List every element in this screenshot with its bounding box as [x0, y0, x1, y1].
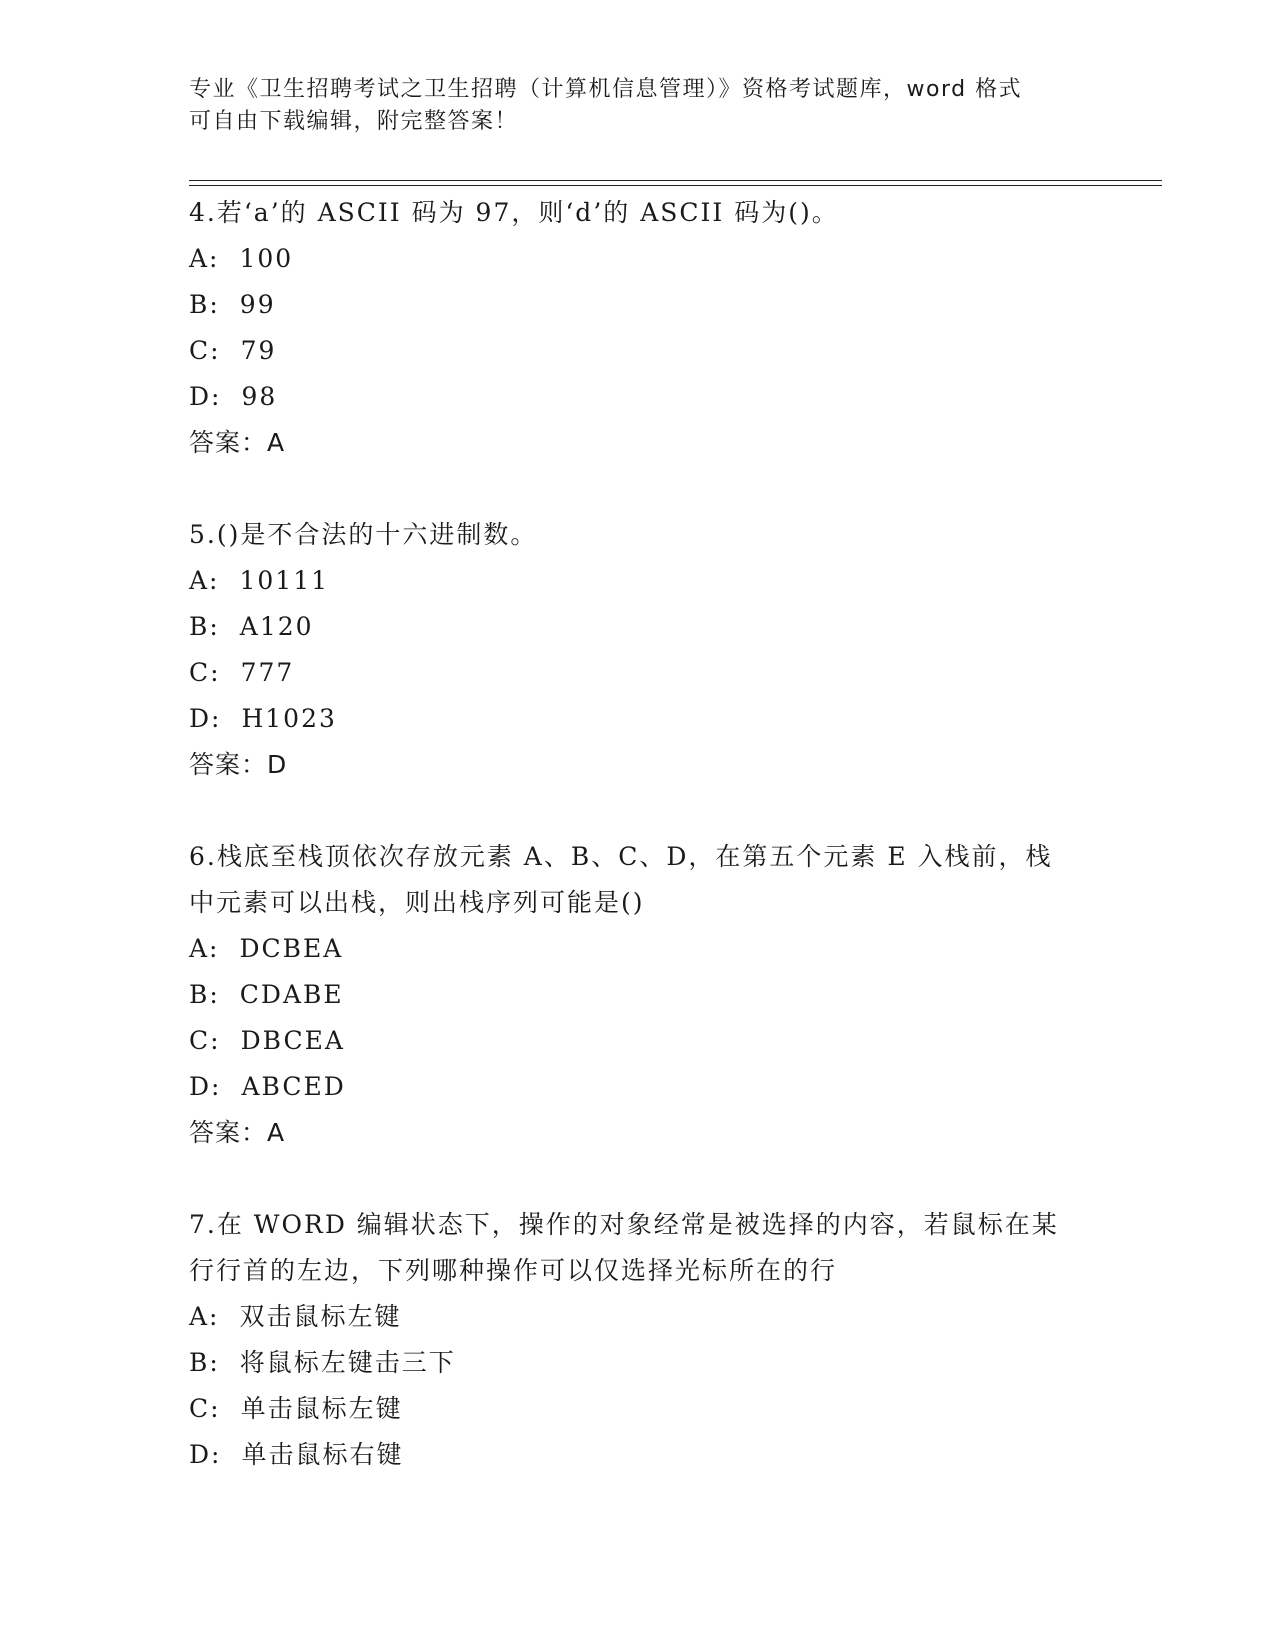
header-line-1: 专业《卫生招聘考试之卫生招聘（计算机信息管理）》资格考试题库，word 格式 — [189, 77, 1023, 102]
option-text: 100 — [239, 244, 294, 273]
option-key: A: — [189, 934, 220, 963]
option-text: 79 — [240, 336, 277, 365]
option-key: D: — [189, 1440, 222, 1469]
option-key: B: — [189, 290, 220, 319]
question-list — [189, 190, 1089, 1478]
option-text: A120 — [239, 612, 314, 641]
question-text: 5.()是不合法的十六进制数。 — [189, 520, 538, 549]
option-key: B: — [189, 612, 220, 641]
header-divider-top — [189, 180, 1162, 181]
option-d — [189, 374, 1089, 420]
option-text: 双击鼠标左键 — [239, 1302, 402, 1331]
question-text-continued: 中元素可以出栈，则出栈序列可能是() — [189, 888, 645, 917]
option-text: 单击鼠标左键 — [240, 1394, 403, 1423]
option-text: 99 — [239, 290, 276, 319]
header-line-2: 可自由下载编辑，附完整答案！ — [189, 109, 519, 134]
question-text-continued: 行行首的左边，下列哪种操作可以仅选择光标所在的行 — [189, 1256, 838, 1285]
option-c — [189, 1018, 1089, 1064]
option-text: 10111 — [239, 566, 330, 595]
option-text: 将鼠标左键击三下 — [239, 1348, 456, 1377]
question-5 — [189, 512, 1089, 788]
option-key: B: — [189, 980, 220, 1009]
question-text: 7.在 WORD 编辑状态下，操作的对象经常是被选择的内容，若鼠标在某 — [189, 1210, 1059, 1239]
option-text: DBCEA — [240, 1026, 345, 1055]
option-text: ABCED — [241, 1072, 346, 1101]
option-key: D: — [189, 382, 222, 411]
option-b — [189, 1340, 1089, 1386]
option-text: 98 — [241, 382, 278, 411]
option-d — [189, 696, 1089, 742]
option-a — [189, 558, 1089, 604]
question-4 — [189, 190, 1089, 466]
option-key: A: — [189, 566, 220, 595]
option-key: C: — [189, 658, 221, 687]
question-7 — [189, 1202, 1089, 1478]
option-b — [189, 972, 1089, 1018]
option-d — [189, 1432, 1089, 1478]
answer-line: 答案：D — [189, 750, 288, 779]
option-key: C: — [189, 336, 221, 365]
question-text: 6.栈底至栈顶依次存放元素 A、B、C、D，在第五个元素 E 入栈前，栈 — [189, 842, 1053, 871]
option-text: CDABE — [239, 980, 344, 1009]
option-text: DCBEA — [239, 934, 344, 963]
option-key: A: — [189, 1302, 220, 1331]
document-header — [189, 74, 1089, 138]
option-a — [189, 926, 1089, 972]
option-key: D: — [189, 704, 222, 733]
option-text: 单击鼠标右键 — [241, 1440, 404, 1469]
option-a — [189, 1294, 1089, 1340]
option-key: C: — [189, 1394, 221, 1423]
option-b — [189, 604, 1089, 650]
option-key: A: — [189, 244, 220, 273]
option-key: D: — [189, 1072, 222, 1101]
answer-line: 答案：A — [189, 1118, 286, 1147]
option-c — [189, 1386, 1089, 1432]
option-c — [189, 650, 1089, 696]
question-text: 4.若‘a’的 ASCII 码为 97，则‘d’的 ASCII 码为()。 — [189, 198, 839, 227]
option-b — [189, 282, 1089, 328]
option-c — [189, 328, 1089, 374]
answer-line: 答案：A — [189, 428, 286, 457]
option-key: B: — [189, 1348, 220, 1377]
option-key: C: — [189, 1026, 221, 1055]
option-text: 777 — [240, 658, 295, 687]
header-divider-bottom — [189, 185, 1162, 186]
option-text: H1023 — [241, 704, 337, 733]
question-6 — [189, 834, 1089, 1156]
option-d — [189, 1064, 1089, 1110]
option-a — [189, 236, 1089, 282]
